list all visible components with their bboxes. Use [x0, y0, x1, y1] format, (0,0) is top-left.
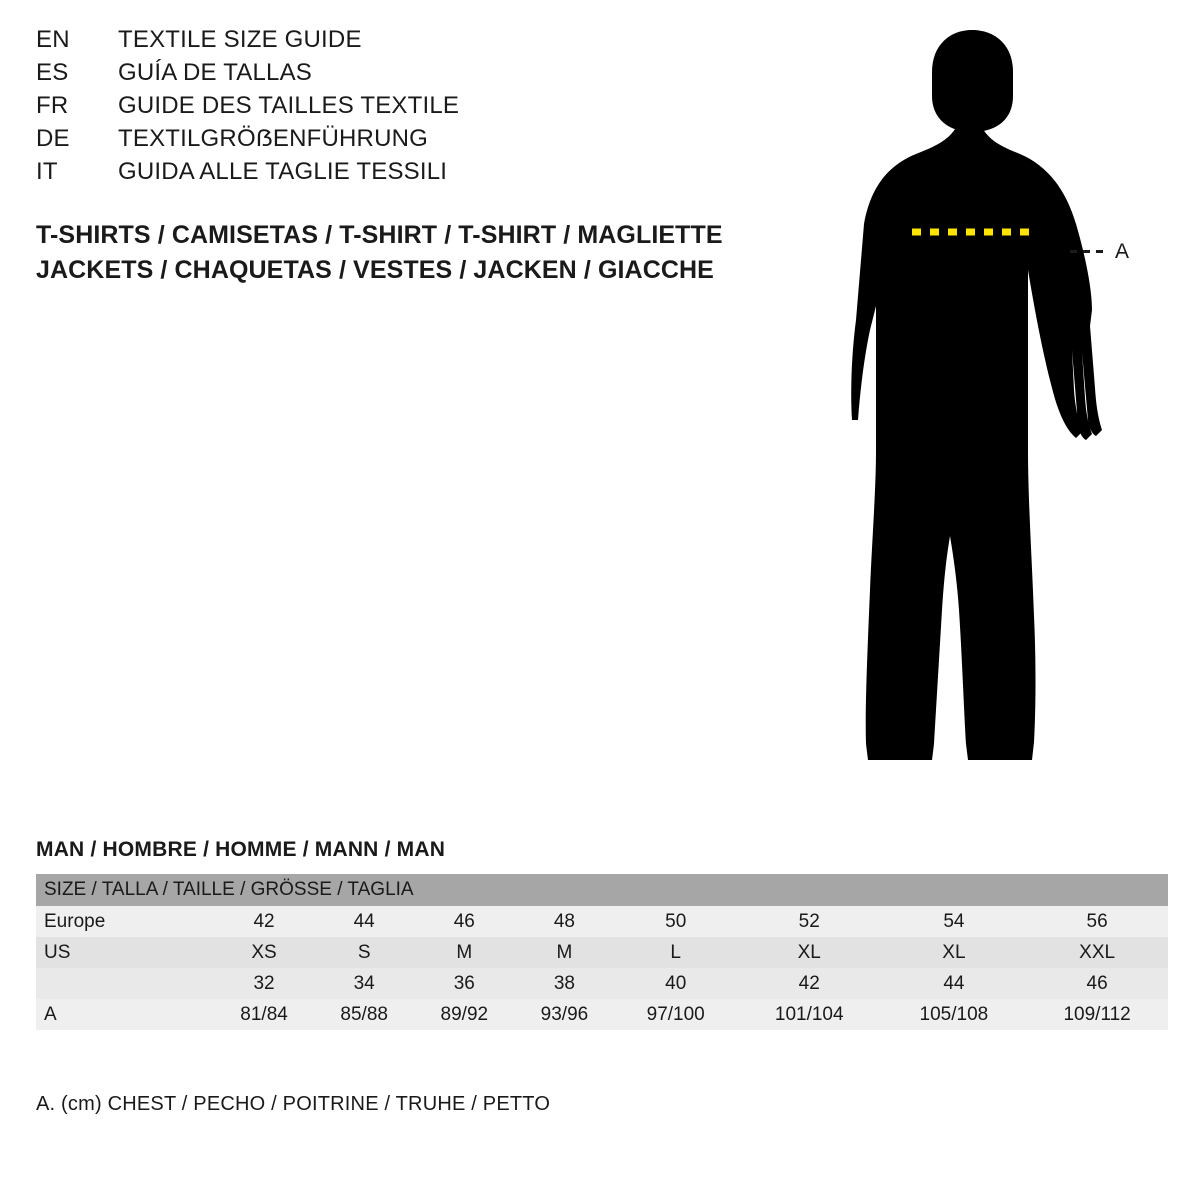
- row-label-us: US: [36, 937, 214, 968]
- language-code-it: IT: [36, 158, 58, 185]
- table-cell: S: [314, 937, 414, 968]
- table-cell: 34: [314, 968, 414, 999]
- table-cell: 44: [882, 968, 1027, 999]
- language-text-en: TEXTILE SIZE GUIDE: [118, 26, 362, 53]
- measurement-footnote: A. (cm) CHEST / PECHO / POITRINE / TRUHE / PETTO: [36, 1093, 551, 1115]
- language-row-es: [36, 59, 776, 92]
- language-code-de: DE: [36, 125, 70, 152]
- table-cell: 52: [737, 906, 882, 937]
- table-cell: 105/108: [882, 999, 1027, 1030]
- row-label-blank: [36, 968, 214, 999]
- language-text-fr: GUIDE DES TAILLES TEXTILE: [118, 92, 460, 119]
- table-cell: 48: [514, 906, 614, 937]
- language-header-block: [36, 26, 776, 191]
- table-cell: M: [514, 937, 614, 968]
- body-silhouette-figure: [820, 20, 1180, 780]
- language-code-en: EN: [36, 26, 70, 53]
- row-label-europe: Europe: [36, 906, 214, 937]
- table-cell: 44: [314, 906, 414, 937]
- table-cell: 85/88: [314, 999, 414, 1030]
- language-text-es: GUÍA DE TALLAS: [118, 59, 312, 86]
- table-header-label: SIZE / TALLA / TAILLE / GRÖSSE / TAGLIA: [36, 874, 1168, 906]
- table-cell: 56: [1026, 906, 1168, 937]
- table-row: [36, 968, 1168, 999]
- chest-measure-label: A: [1115, 240, 1130, 263]
- language-row-fr: [36, 92, 776, 125]
- table-cell: 101/104: [737, 999, 882, 1030]
- table-cell: XL: [737, 937, 882, 968]
- category-tshirts: T-SHIRTS / CAMISETAS / T-SHIRT / T-SHIRT / MAGLIETTE: [36, 221, 723, 249]
- table-cell: 42: [214, 906, 314, 937]
- table-cell: XS: [214, 937, 314, 968]
- garment-category-titles: [36, 218, 723, 288]
- language-row-de: [36, 125, 776, 158]
- table-cell: 97/100: [615, 999, 737, 1030]
- table-cell: 36: [414, 968, 514, 999]
- chest-leader-line: [1070, 250, 1108, 253]
- row-label-a: A: [36, 999, 214, 1030]
- language-row-en: [36, 26, 776, 59]
- size-table: [36, 874, 1168, 1030]
- table-cell: 46: [414, 906, 514, 937]
- size-table-area: [36, 838, 1168, 1030]
- table-cell: 32: [214, 968, 314, 999]
- table-cell: XL: [882, 937, 1027, 968]
- table-cell: 109/112: [1026, 999, 1168, 1030]
- table-cell: 54: [882, 906, 1027, 937]
- table-cell: 81/84: [214, 999, 314, 1030]
- table-cell: 40: [615, 968, 737, 999]
- table-group-title: MAN / HOMBRE / HOMME / MANN / MAN: [36, 838, 446, 861]
- category-jackets: JACKETS / CHAQUETAS / VESTES / JACKEN / GIACCHE: [36, 256, 714, 284]
- table-row: [36, 906, 1168, 937]
- table-row: [36, 937, 1168, 968]
- language-text-it: GUIDA ALLE TAGLIE TESSILI: [118, 158, 448, 185]
- language-code-fr: FR: [36, 92, 69, 119]
- table-cell: 50: [615, 906, 737, 937]
- table-cell: XXL: [1026, 937, 1168, 968]
- table-header-row: [36, 874, 1168, 906]
- table-cell: 89/92: [414, 999, 514, 1030]
- silhouette-icon: [820, 20, 1180, 780]
- table-cell: L: [615, 937, 737, 968]
- language-row-it: [36, 158, 776, 191]
- language-code-es: ES: [36, 59, 69, 86]
- table-row: [36, 999, 1168, 1030]
- table-cell: 38: [514, 968, 614, 999]
- language-text-de: TEXTILGRÖẞENFÜHRUNG: [118, 125, 429, 152]
- table-cell: 93/96: [514, 999, 614, 1030]
- table-cell: 42: [737, 968, 882, 999]
- table-cell: M: [414, 937, 514, 968]
- table-cell: 46: [1026, 968, 1168, 999]
